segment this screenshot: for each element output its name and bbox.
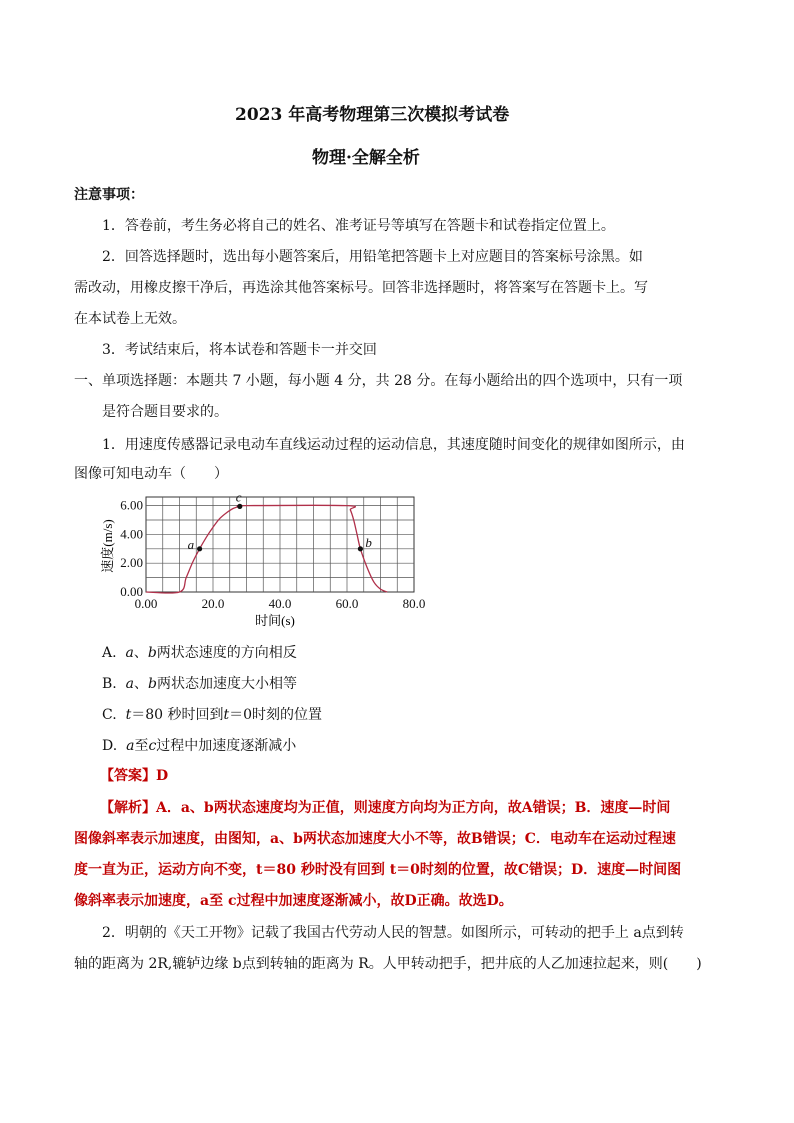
- question-1-stem-line-2: 图像可知电动车（ ）: [74, 466, 228, 482]
- option-b-text-2: 两状态加速度大小相等: [156, 676, 297, 692]
- option-a-var-1: a: [125, 645, 134, 661]
- page-subtitle: 物理·全解全析: [312, 148, 420, 168]
- chart-ticks: [120, 498, 425, 611]
- option-a-text-1: 、: [133, 645, 148, 661]
- y-tick-label: 2.00: [120, 555, 143, 571]
- y-tick-label: 0.00: [120, 584, 143, 599]
- x-tick-label: 40.0: [268, 596, 292, 611]
- x-axis-label: 时间(s): [255, 613, 295, 628]
- option-c-text-2: ＝0时刻的位置: [229, 707, 323, 723]
- analysis-line-4: 像斜率表示加速度，a至 c过程中加速度逐渐减小，故D正确。故选D。: [74, 893, 513, 909]
- option-d-var-1: a: [126, 738, 135, 754]
- option-c-label: C.: [102, 707, 117, 723]
- notice-item-1: 1．答卷前，考生务必将自己的姓名、准考证号等填写在答题卡和试卷指定位置上。: [102, 218, 615, 234]
- notice-item-3: 3．考试结束后，将本试卷和答题卡一并交回: [102, 342, 377, 358]
- option-a-label: A.: [102, 645, 117, 661]
- x-tick-label: 80.0: [402, 596, 426, 611]
- notice-item-2-line-2: 需改动，用橡皮擦干净后，再选涂其他答案标号。回答非选择题时，将答案写在答题卡上。写: [74, 280, 648, 296]
- option-a: [102, 646, 297, 660]
- y-tick-label: 4.00: [120, 526, 143, 542]
- notice-item-2-line-1: 2．回答选择题时，选出每小题答案后，用铅笔把答题卡上对应题目的答案标号涂黑。如: [102, 249, 643, 265]
- option-d-var-2: c: [148, 738, 157, 754]
- answer-line: 【答案】D: [100, 768, 169, 784]
- point-b-label: b: [365, 534, 372, 550]
- option-d-text-1: 至: [134, 738, 149, 754]
- analysis-line-3: 度一直为正，运动方向不变，t＝80 秒时没有回到 t＝0时刻的位置，故C错误；D．速度—时间图: [74, 862, 682, 878]
- option-a-text-2: 两状态速度的方向相反: [156, 645, 297, 661]
- notice-heading: 注意事项：: [74, 187, 144, 203]
- option-c: [102, 708, 322, 722]
- point-b: [358, 546, 363, 551]
- option-d-text-2: 过程中加速度逐渐减小: [156, 738, 297, 754]
- y-axis-label: 速度(m/s): [100, 519, 115, 573]
- option-b-text-1: 、: [134, 676, 149, 692]
- option-a-var-2: b: [147, 645, 157, 661]
- section-heading-line-2: 是符合题目要求的。: [102, 404, 228, 420]
- point-a-label: a: [187, 536, 195, 552]
- option-b: [102, 677, 297, 691]
- x-tick-label: 60.0: [335, 596, 359, 611]
- option-b-var-1: a: [125, 676, 135, 692]
- y-tick-label: 6.00: [120, 497, 143, 513]
- question-2-line-1: 2．明朝的《天工开物》记载了我国古代劳动人民的智慧。如图所示，可转动的把手上 a点到转: [102, 925, 684, 941]
- option-c-var-1: t: [125, 707, 132, 723]
- point-c-label: c: [235, 490, 242, 505]
- question-1-stem-line-1: 1．用速度传感器记录电动车直线运动过程的运动信息，其速度随时间变化的规律如图所示，由: [102, 437, 685, 453]
- option-c-var-2: t: [223, 707, 230, 723]
- option-c-text-1: ＝80 秒时回到: [131, 707, 224, 723]
- x-tick-label: 20.0: [201, 596, 225, 611]
- section-heading-line-1: 一、单项选择题：本题共 7 小题，每小题 4 分，共 28 分。在每小题给出的四个选项中，只有一项: [74, 373, 683, 389]
- velocity-curve: [146, 505, 387, 593]
- velocity-time-chart: [98, 490, 428, 630]
- option-b-label: B.: [102, 676, 117, 692]
- point-a: [197, 546, 202, 551]
- analysis-line-2: 图像斜率表示加速度，由图知，a、b两状态加速度大小不等，故B错误；C．电动车在运动过程速: [74, 831, 676, 847]
- option-d: [102, 739, 296, 753]
- question-2-line-2: 轴的距离为 2R,辘轳边缘 b点到转轴的距离为 R。人甲转动把手，把井底的人乙加速拉起来，则( ): [74, 956, 702, 972]
- point-c: [237, 504, 242, 509]
- x-tick-label: 0.00: [134, 596, 158, 611]
- option-b-var-2: b: [148, 676, 157, 692]
- analysis-line-1: 【解析】A．a、b两状态速度均为正值，则速度方向均为正方向，故A错误；B．速度—时间: [100, 800, 671, 816]
- notice-item-2-line-3: 在本试卷上无效。: [74, 311, 186, 327]
- option-d-label: D.: [102, 738, 118, 754]
- page-title: 2023 年高考物理第三次模拟考试卷: [235, 105, 510, 125]
